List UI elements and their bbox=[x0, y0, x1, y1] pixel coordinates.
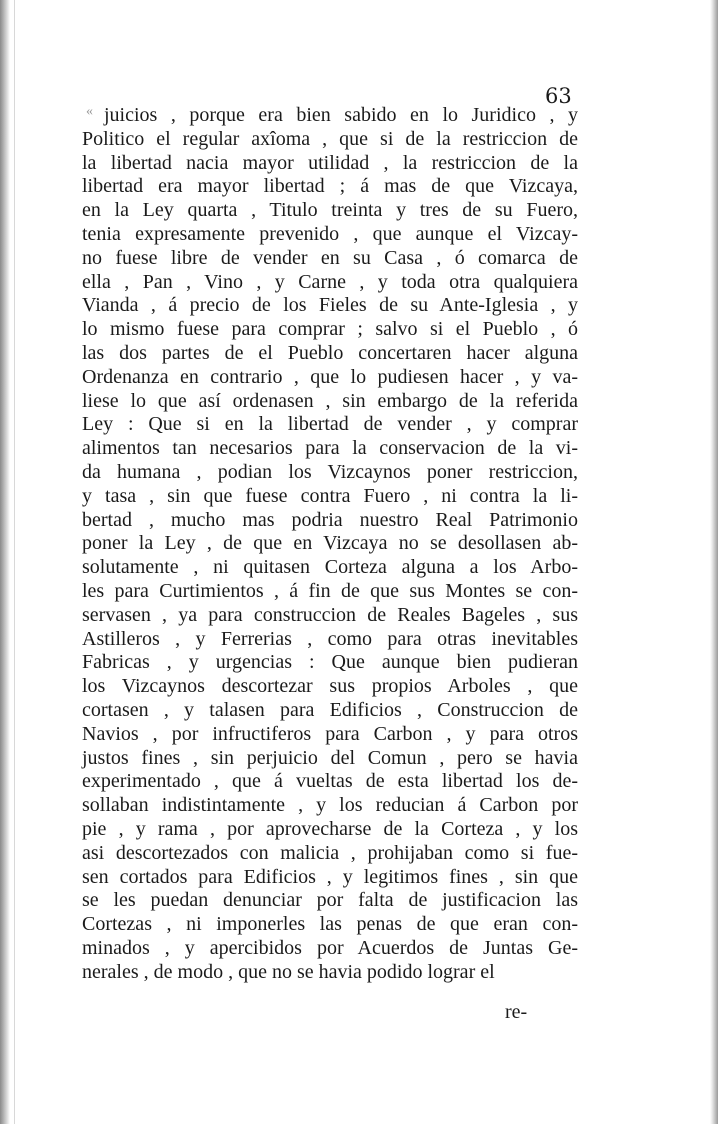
page-number: 63 bbox=[545, 84, 572, 108]
text-line: tenia expresamente prevenido , que aunque el Vizcay- bbox=[82, 222, 578, 245]
text-line: sen cortados para Edificios , y legitimos fines , sin que bbox=[82, 865, 578, 888]
text-line: Ordenanza en contrario , que lo pudiesen hacer , y va- bbox=[82, 365, 578, 388]
text-line: servasen , ya para construccion de Reales Bageles , sus bbox=[82, 603, 578, 626]
text-line: lo mismo fuese para comprar ; salvo si el Pueblo , ó bbox=[82, 318, 578, 341]
text-line: liese lo que así ordenasen , sin embargo de la referida bbox=[82, 389, 578, 412]
text-line: Navios , por infructiferos para Carbon , y para otros bbox=[82, 722, 578, 745]
page-binding-shadow bbox=[0, 0, 10, 1124]
text-line: da humana , podian los Vizcaynos poner restriccion, bbox=[82, 460, 578, 483]
margin-quote-mark: « bbox=[86, 104, 93, 119]
text-line: Astilleros , y Ferrerias , como para otras inevitables bbox=[82, 627, 578, 650]
text-line: Ley : Que si en la libertad de vender , y comprar bbox=[82, 413, 578, 436]
text-line: nerales , de modo , que no se havia podido lograr el bbox=[82, 960, 495, 983]
text-line: no fuese libre de vender en su Casa , ó comarca de bbox=[82, 246, 578, 269]
text-line: se les puedan denunciar por falta de justificacion las bbox=[82, 889, 578, 912]
text-line: en la Ley quarta , Titulo treinta y tres de su Fuero, bbox=[82, 199, 578, 222]
text-line: Politico el regular axîoma , que si de la restriccion de bbox=[82, 127, 578, 150]
text-line: alimentos tan necesarios para la conservacion de la vi- bbox=[82, 437, 578, 460]
text-line: justos fines , sin perjuicio del Comun , pero se havia bbox=[82, 746, 578, 769]
text-line: libertad era mayor libertad ; á mas de que Vizcaya, bbox=[82, 175, 578, 198]
text-line: juicios , porque era bien sabido en lo Juridico , y bbox=[104, 104, 578, 126]
text-line: cortasen , y talasen para Edificios , Construccion de bbox=[82, 698, 578, 721]
text-line: Vianda , á precio de los Fieles de su Ante-Iglesia , y bbox=[82, 294, 578, 317]
body-text bbox=[82, 104, 578, 984]
text-line: minados , y apercibidos por Acuerdos de Juntas Ge- bbox=[82, 936, 578, 959]
catchword: re- bbox=[505, 1001, 528, 1023]
text-line: solutamente , ni quitasen Corteza alguna a los Arbo- bbox=[82, 556, 578, 579]
text-line: Fabricas , y urgencias : Que aunque bien pudieran bbox=[82, 651, 578, 674]
text-line: asi descortezados con malicia , prohijaban como si fue- bbox=[82, 841, 578, 864]
text-line: experimentado , que á vueltas de esta libertad los de- bbox=[82, 770, 578, 793]
text-line: Cortezas , ni imponerles las penas de que eran con- bbox=[82, 913, 578, 936]
text-line: ella , Pan , Vino , y Carne , y toda otra qualquiera bbox=[82, 270, 578, 293]
text-line: poner la Ley , de que en Vizcaya no se desollasen ab- bbox=[82, 532, 578, 555]
text-line: sollaban indistintamente , y los reducian á Carbon por bbox=[82, 794, 578, 817]
text-line: les para Curtimientos , á fin de que sus Montes se con- bbox=[82, 579, 578, 602]
text-line: bertad , mucho mas podria nuestro Real Patrimonio bbox=[82, 508, 578, 531]
text-line: la libertad nacia mayor utilidad , la restriccion de la bbox=[82, 151, 578, 174]
text-line: pie , y rama , por aprovecharse de la Corteza , y los bbox=[82, 817, 578, 840]
page-right-edge bbox=[710, 0, 718, 1124]
text-line: las dos partes de el Pueblo concertaren hacer alguna bbox=[82, 341, 578, 364]
text-line: los Vizcaynos descortezar sus propios Arboles , que bbox=[82, 675, 578, 698]
page-edge-line bbox=[14, 0, 15, 1124]
text-line: y tasa , sin que fuese contra Fuero , ni contra la li- bbox=[82, 484, 578, 507]
